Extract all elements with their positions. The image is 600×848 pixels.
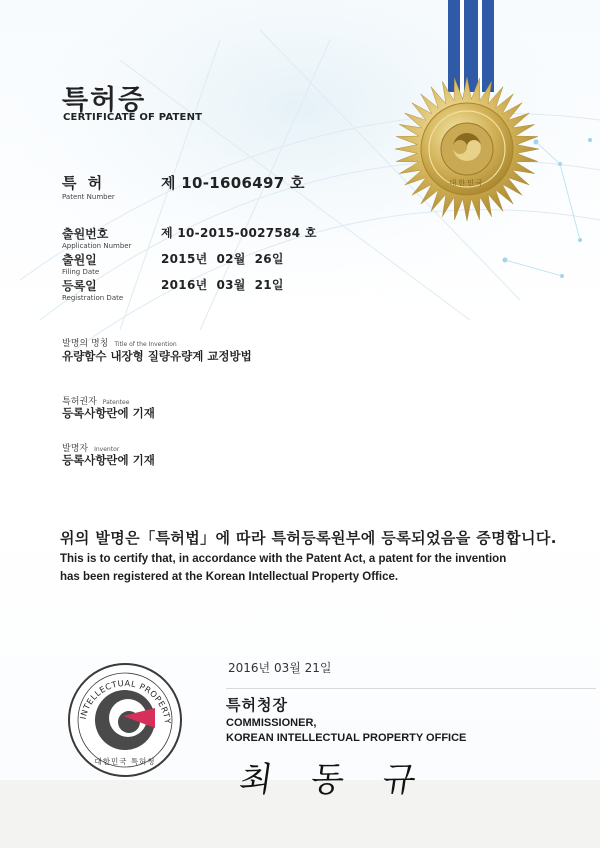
certification-statement-en-line2: has been registered at the Korean Intellectual Property Office. [60, 571, 399, 583]
patentee-value: 등록사항란에 기재 [62, 406, 155, 420]
filing-date-label-ko: 출원일 [62, 253, 97, 267]
application-number-label-ko: 출원번호 [62, 227, 109, 241]
certification-statement-en-line1: This is to certify that, in accordance with the Patent Act, a patent for the invention [60, 553, 507, 565]
issuer-divider [226, 688, 596, 689]
invention-title-label-en: Title of the Invention [114, 341, 177, 348]
certificate-title-en: CERTIFICATE OF PATENT [63, 112, 203, 123]
seal-bottom-text: 대한민국 특허청 [94, 757, 156, 766]
certificate-title: 특허증 [62, 85, 147, 116]
issue-date: 2016년 03월 21일 [228, 661, 332, 675]
registration-date-value: 2016년 03월 21일 [161, 278, 284, 292]
invention-title-value: 유량함수 내장형 질량유량계 교정방법 [62, 349, 252, 363]
kipo-seal-logo [67, 662, 183, 778]
issuer-title-en-line2: KOREAN INTELLECTUAL PROPERTY OFFICE [226, 732, 467, 744]
patentee-label-ko: 특허권자 [62, 397, 97, 407]
certification-statement-ko: 위의 발명은「특허법」에 따라 특허등록원부에 등록되었음을 증명합니다. [60, 529, 557, 547]
gold-medal-emblem [394, 76, 540, 222]
patentee-label-en: Patentee [102, 399, 130, 406]
registration-date-label-en: Registration Date [62, 294, 124, 302]
filing-date-value: 2015년 02월 26일 [161, 252, 284, 266]
commissioner-signature: 최 동 규 [236, 760, 433, 800]
inventor-label-en: Inventor [94, 446, 120, 453]
filing-date-label-en: Filing Date [62, 268, 100, 276]
issuer-title-ko: 특허청장 [226, 696, 288, 714]
filing-date-label [62, 251, 99, 276]
seal-ring-text: INTELLECTUAL PROPERTY [77, 677, 174, 725]
issuer-title-en-line1: COMMISSIONER, [226, 717, 317, 729]
issuer-title-en [226, 716, 466, 746]
application-number-value: 제 10-2015-0027584 호 [161, 226, 317, 240]
patent-number-value: 제 10-1606497 호 [161, 174, 305, 192]
application-number-label [62, 225, 131, 250]
registration-date-label-ko: 등록일 [62, 279, 97, 293]
certification-statement-en [60, 550, 506, 586]
patent-number-label [62, 172, 115, 201]
inventor-label-ko: 발명자 [62, 444, 89, 454]
registration-date-label [62, 277, 123, 302]
medal-text: 대한민국 [449, 179, 485, 187]
invention-title-label-ko: 발명의 명칭 [62, 339, 109, 349]
patent-number-label-en: Patent Number [62, 193, 115, 201]
inventor-value: 등록사항란에 기재 [62, 453, 155, 467]
application-number-label-en: Application Number [62, 242, 132, 250]
patent-number-label-ko: 특 허 [62, 174, 106, 192]
